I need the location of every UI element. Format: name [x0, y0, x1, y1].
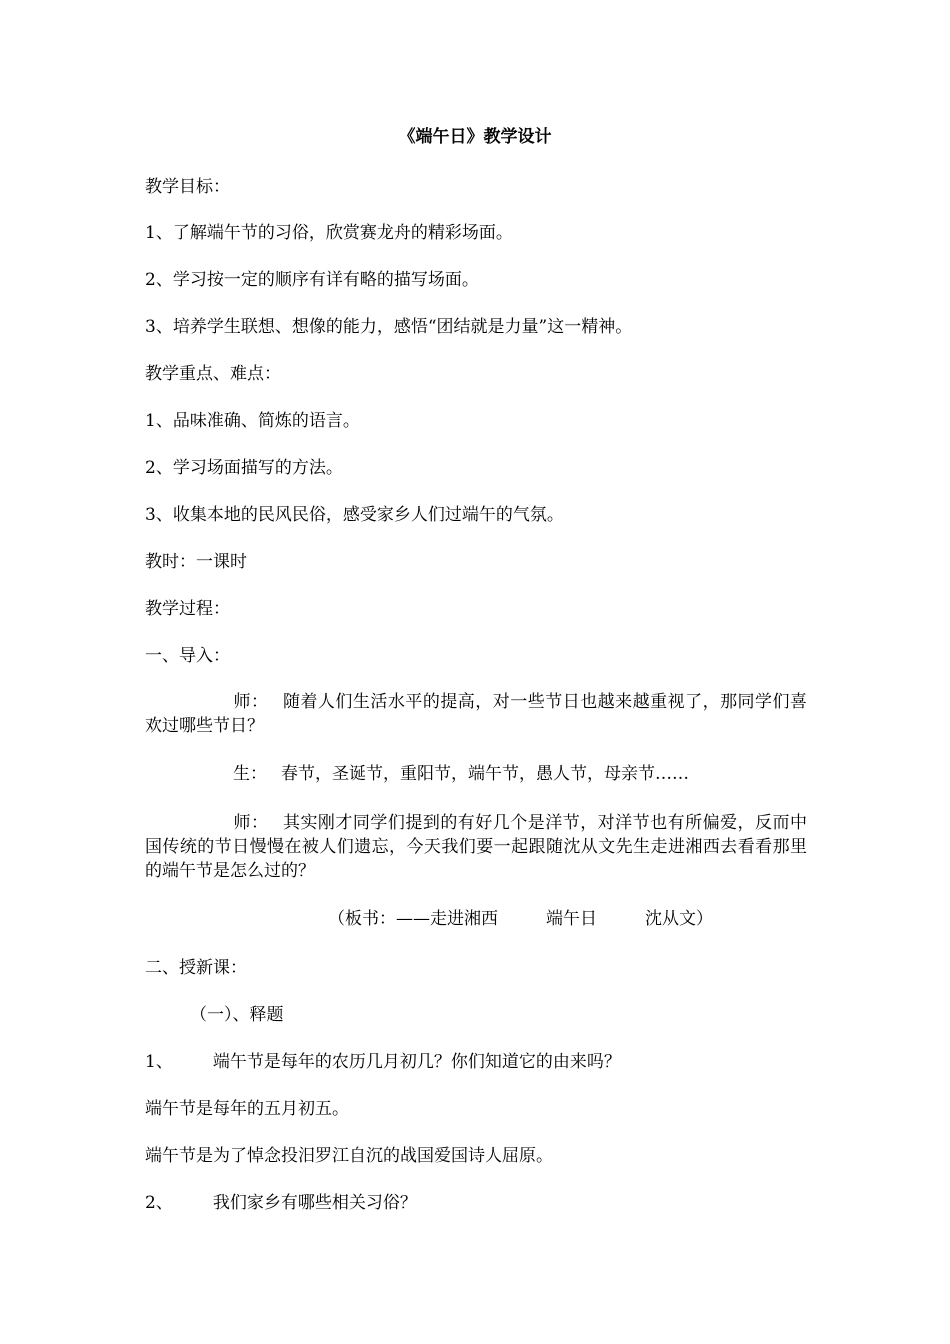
key-points-heading: 教学重点、难点：: [145, 364, 281, 384]
process-heading: 教学过程：: [145, 599, 230, 619]
intro-heading: 一、导入：: [145, 646, 230, 666]
teacher-dialogue-1: [145, 690, 807, 738]
key-point-item-3: 3、收集本地的民风民俗，感受家乡人们过端午的气氛。: [145, 505, 564, 525]
teacher-speaker: 师：: [233, 813, 269, 833]
question-text: 端午节是每年的农历几月初几？你们知道它的由来吗？: [212, 1052, 621, 1072]
sub-heading: （一）、释题: [190, 1005, 284, 1025]
teacher-text: 其实刚才同学们提到的有好几个是洋节，对洋节也有所偏爱，反而中国传统的节日慢慢在被人们遗忘，今天我们要一起跟随沈从文先生走进湘西去看看那里的端午节是怎么过的？: [145, 813, 808, 881]
answer-2: 端午节是为了悼念投汨罗江自沉的战国爱国诗人屈原。: [145, 1146, 553, 1166]
board-title: 端午日: [546, 909, 597, 929]
objective-item-1: 1、了解端午节的习俗，欣赏赛龙舟的精彩场面。: [145, 223, 513, 243]
board-prefix: （板书：——走进湘西: [328, 909, 498, 929]
board-note: [328, 907, 713, 931]
question-number: 1、: [145, 1052, 173, 1072]
question-text: 我们家乡有哪些相关习俗？: [212, 1193, 417, 1213]
teacher-text: 随着人们生活水平的提高，对一些节日也越来越重视了，那同学们喜欢过哪些节日？: [145, 692, 808, 736]
key-point-item-2: 2、学习场面描写的方法。: [145, 458, 343, 478]
new-lesson-heading: 二、授新课：: [145, 958, 247, 978]
objective-item-2: 2、学习按一定的顺序有详有略的描写场面。: [145, 270, 479, 290]
question-1: [145, 1050, 621, 1074]
question-2: [145, 1191, 417, 1215]
class-time: 教时：一课时: [145, 552, 247, 572]
teacher-dialogue-2: [145, 811, 807, 883]
key-point-item-1: 1、品味准确、简炼的语言。: [145, 411, 360, 431]
answer-1: 端午节是每年的五月初五。: [145, 1099, 349, 1119]
student-speaker: 生：: [233, 764, 267, 784]
teacher-speaker: 师：: [233, 692, 269, 712]
student-dialogue: [145, 762, 807, 786]
objective-item-3: 3、培养学生联想、想像的能力，感悟“团结就是力量”这一精神。: [145, 317, 633, 337]
document-title: 《端午日》教学设计: [398, 127, 552, 147]
student-text: 春节，圣诞节，重阳节，端午节，愚人节，母亲节……: [281, 764, 689, 784]
question-number: 2、: [145, 1193, 173, 1213]
board-author: 沈从文）: [645, 909, 713, 929]
objectives-heading: 教学目标：: [145, 177, 230, 197]
